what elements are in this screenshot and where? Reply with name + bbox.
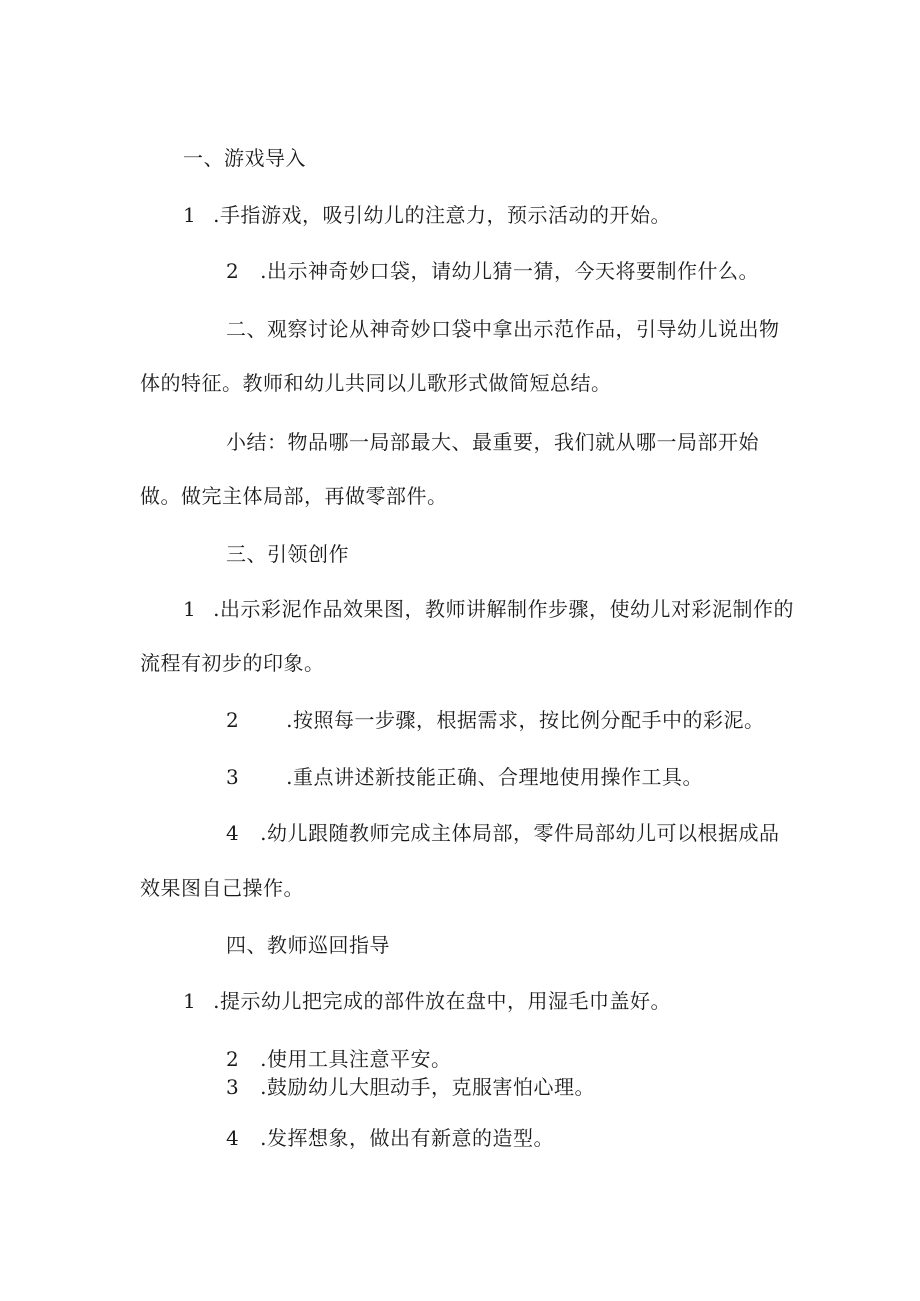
list-item xyxy=(226,1074,595,1100)
item-number: 3 xyxy=(226,765,240,789)
section-heading-1: 一、游戏导入 xyxy=(183,146,306,170)
item-text: .幼儿跟随教师完成主体局部，零件局部幼儿可以根据成品 xyxy=(260,821,780,845)
summary-line: 做。做完主体局部，再做零部件。 xyxy=(140,484,448,508)
summary-line: 小结：物品哪一局部最大、最重要，我们就从哪一局部开始 xyxy=(226,430,759,454)
item-number: 1 xyxy=(183,989,197,1013)
list-item xyxy=(183,596,794,622)
list-item-continuation: 流程有初步的印象。 xyxy=(140,651,325,675)
item-text: .提示幼儿把完成的部件放在盘中，用湿毛巾盖好。 xyxy=(213,989,671,1013)
item-number: 4 xyxy=(226,1126,240,1150)
list-item xyxy=(183,202,671,228)
list-item xyxy=(226,707,764,733)
item-text: .出示彩泥作品效果图，教师讲解制作步骤，使幼儿对彩泥制作的 xyxy=(213,597,794,621)
item-text: .出示神奇妙口袋，请幼儿猜一猜，今天将要制作什么。 xyxy=(260,259,759,283)
list-item xyxy=(226,764,703,790)
item-number: 2 xyxy=(226,708,240,732)
item-text: .手指游戏，吸引幼儿的注意力，预示活动的开始。 xyxy=(213,203,671,227)
item-text: .发挥想象，做出有新意的造型。 xyxy=(260,1126,554,1150)
list-item-continuation: 效果图自己操作。 xyxy=(140,876,304,900)
paragraph-line: 体的特征。教师和幼儿共同以儿歌形式做简短总结。 xyxy=(140,371,612,395)
item-text: .按照每一步骤，根据需求，按比例分配手中的彩泥。 xyxy=(286,708,765,732)
item-number: 2 xyxy=(226,1047,240,1071)
section-heading-4: 四、教师巡回指导 xyxy=(226,933,390,957)
paragraph-line: 二、观察讨论从神奇妙口袋中拿出示范作品，引导幼儿说出物 xyxy=(226,317,780,341)
item-text: .使用工具注意平安。 xyxy=(260,1047,452,1071)
item-number: 3 xyxy=(226,1075,240,1099)
item-number: 4 xyxy=(226,821,240,845)
list-item xyxy=(226,820,779,846)
item-text: .鼓励幼儿大胆动手，克服害怕心理。 xyxy=(260,1075,595,1099)
item-number: 1 xyxy=(183,597,197,621)
list-item xyxy=(183,988,671,1014)
list-item xyxy=(226,1125,554,1151)
item-number: 2 xyxy=(226,259,240,283)
list-item xyxy=(226,258,759,284)
section-heading-3: 三、引领创作 xyxy=(226,542,349,566)
item-text: .重点讲述新技能正确、合理地使用操作工具。 xyxy=(286,765,703,789)
list-item xyxy=(226,1046,451,1072)
item-number: 1 xyxy=(183,203,197,227)
